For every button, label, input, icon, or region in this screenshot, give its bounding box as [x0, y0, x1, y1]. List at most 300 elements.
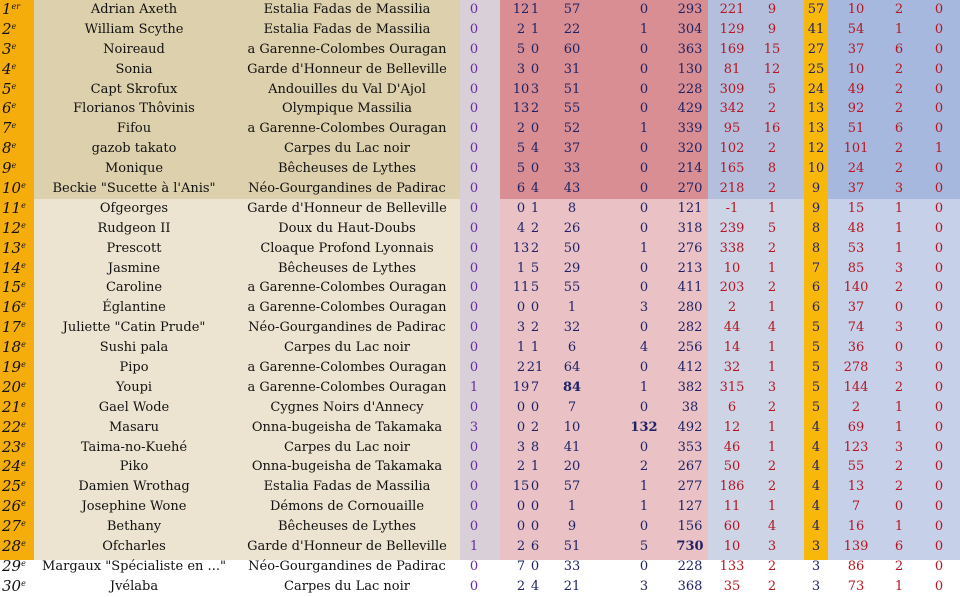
stat-cell: 0 [516, 519, 526, 535]
stat-cell: 0 [469, 81, 479, 97]
stat-cell: 0 [894, 340, 904, 356]
stat-cell: 14 [723, 340, 741, 356]
stat-cell: 1 [530, 340, 540, 356]
stat-cell: 411 [677, 280, 703, 296]
stat-cell: 0 [639, 399, 649, 415]
stat-cell: 41 [807, 21, 825, 37]
stat-cell: 0 [469, 360, 479, 376]
stat-cell: 37 [847, 41, 865, 57]
rank-number: 18 [2, 338, 22, 357]
player-name: Bethany [106, 519, 162, 535]
stat-cell: 0 [469, 499, 479, 515]
stat-cell: 1 [767, 360, 777, 376]
stat-cell: 19 [512, 379, 530, 395]
stat-cell: 7 [811, 260, 821, 276]
stat-cell: 315 [719, 379, 745, 395]
stat-cell: 0 [934, 161, 944, 177]
rank-suffix: e [11, 81, 17, 91]
rank-suffix: e [21, 399, 26, 409]
table-row [0, 278, 960, 298]
stat-cell: 33 [563, 558, 581, 574]
stat-cell: 3 [894, 439, 904, 455]
stat-cell: 44 [723, 320, 741, 336]
table-row [0, 99, 960, 119]
stat-cell: 2 [767, 399, 777, 415]
rank-number: 26 [2, 497, 22, 516]
stat-cell: 9 [767, 21, 777, 37]
stat-cell: 0 [894, 499, 904, 515]
stat-cell: 3 [767, 539, 777, 555]
rank-cell [2, 278, 32, 298]
stat-cell: 6 [811, 300, 821, 316]
stat-cell: 0 [934, 61, 944, 77]
stat-cell: 2 [894, 558, 904, 574]
stat-cell: 304 [677, 21, 703, 37]
stat-cell: 13 [807, 121, 825, 137]
stat-cell: 2 [894, 101, 904, 117]
stat-cell: 33 [563, 161, 581, 177]
rank-suffix: e [21, 181, 26, 191]
stat-cell: 4 [639, 340, 649, 356]
rank-cell [2, 358, 32, 378]
stat-cell: 129 [719, 21, 745, 37]
stat-cell: 3 [811, 558, 821, 574]
stat-cell: 277 [677, 479, 703, 495]
player-name: Ofcharles [102, 539, 166, 555]
stat-cell: 0 [934, 280, 944, 296]
stat-cell: 0 [530, 121, 540, 137]
stat-cell: 0 [639, 181, 649, 197]
rank-suffix: e [21, 240, 26, 250]
stat-cell: 57 [563, 479, 581, 495]
rank-number: 27 [2, 517, 22, 536]
stat-cell: 186 [719, 479, 745, 495]
stat-cell: 3 [639, 300, 649, 316]
rank-number: 22 [2, 417, 22, 436]
stat-cell: 0 [639, 101, 649, 117]
player-name: Adrian Axeth [90, 2, 178, 17]
rank-number: 13 [2, 238, 22, 257]
stat-cell: -1 [725, 200, 739, 216]
stat-cell: 0 [639, 41, 649, 57]
stat-cell: 1 [516, 340, 526, 356]
stat-cell: 2 [894, 459, 904, 475]
stat-cell: 0 [469, 181, 479, 197]
stat-cell: 0 [934, 360, 944, 376]
stat-cell: 0 [934, 578, 944, 594]
rank-cell [2, 99, 32, 119]
stat-cell: 0 [934, 479, 944, 495]
table-row [0, 179, 960, 199]
player-name: Ofgeorges [99, 200, 169, 216]
stat-cell: 4 [811, 519, 821, 535]
rank-suffix: e [21, 439, 26, 449]
stat-cell: 24 [807, 81, 825, 97]
table-row [0, 438, 960, 458]
stat-cell: 0 [934, 320, 944, 336]
table-row [0, 139, 960, 159]
stat-cell: 0 [469, 240, 479, 256]
stat-cell: 0 [469, 320, 479, 336]
team-name: Garde d'Honneur de Belleville [247, 61, 447, 77]
stat-cell: 3 [516, 439, 526, 455]
stat-cell: 6 [516, 181, 526, 197]
stat-cell: 5 [811, 360, 821, 376]
stat-cell: 4 [811, 479, 821, 495]
stat-cell: 5 [811, 399, 821, 415]
stat-cell: 0 [516, 419, 526, 435]
stat-cell: 270 [677, 181, 703, 197]
stat-cell: 1 [639, 121, 649, 137]
stat-cell: 0 [894, 300, 904, 316]
table-row [0, 40, 960, 60]
rank-number: 4 [2, 59, 12, 78]
stat-cell: 3 [516, 320, 526, 336]
table-row [0, 60, 960, 80]
stat-cell: 5 [516, 161, 526, 177]
stat-cell: 1 [894, 21, 904, 37]
stat-cell: 1 [639, 479, 649, 495]
team-name: Carpes du Lac noir [284, 340, 410, 356]
stat-cell: 69 [847, 419, 865, 435]
stat-cell: 12 [807, 141, 825, 157]
stat-cell: 1 [894, 519, 904, 535]
stat-cell: 13 [807, 101, 825, 117]
stat-cell: 139 [843, 539, 869, 555]
stat-cell: 203 [719, 280, 745, 296]
stat-cell: 2 [767, 558, 777, 574]
stat-cell: 368 [677, 578, 703, 594]
stat-cell: 4 [530, 578, 540, 594]
stat-cell: 8 [567, 200, 577, 216]
stat-cell: 0 [469, 439, 479, 455]
rank-suffix: e [21, 200, 26, 210]
rank-cell [2, 418, 32, 438]
table-row [0, 378, 960, 398]
table-row [0, 80, 960, 100]
rank-number: 8 [2, 139, 12, 158]
stat-cell: 84 [562, 379, 582, 395]
player-name: Églantine [102, 300, 166, 316]
stat-cell: 0 [469, 141, 479, 157]
table-row [0, 159, 960, 179]
rank-suffix: e [21, 539, 26, 549]
stat-cell: 133 [719, 558, 745, 574]
stat-cell: 24 [847, 161, 865, 177]
player-name: Damien Wrothag [78, 479, 190, 495]
stat-cell: 60 [563, 41, 581, 57]
stat-cell: 2 [894, 141, 904, 157]
team-name: Onna-bugeisha de Takamaka [251, 419, 443, 435]
stat-cell: 309 [719, 81, 745, 97]
rank-number: 1 [2, 0, 12, 18]
stat-cell: 156 [677, 519, 703, 535]
stat-cell: 1 [639, 499, 649, 515]
stat-cell: 123 [843, 439, 869, 455]
stat-cell: 2 [530, 320, 540, 336]
stat-cell: 1 [767, 340, 777, 356]
stat-cell: 1 [894, 419, 904, 435]
table-row [0, 477, 960, 497]
stat-cell: 85 [847, 260, 865, 276]
rank-cell [2, 159, 32, 179]
stat-cell: 0 [530, 399, 540, 415]
rank-cell [2, 60, 32, 80]
player-name: Prescott [106, 240, 162, 256]
table-row [0, 199, 960, 219]
stat-cell: 4 [516, 220, 526, 236]
stat-cell: 0 [516, 300, 526, 316]
stat-cell: 51 [563, 539, 581, 555]
stat-cell: 11 [723, 499, 741, 515]
player-name: Taima-no-Kuehé [80, 439, 188, 455]
rank-suffix: e [11, 141, 17, 151]
stat-cell: 0 [469, 280, 479, 296]
stat-cell: 2 [767, 141, 777, 157]
stat-cell: 2 [894, 161, 904, 177]
stat-cell: 1 [934, 141, 944, 157]
stat-cell: 144 [843, 379, 869, 395]
stat-cell: 55 [563, 280, 581, 296]
stat-cell: 31 [563, 61, 581, 77]
team-name: a Garenne-Colombes Ouragan [247, 41, 447, 57]
rank-suffix: e [21, 459, 26, 469]
stat-cell: 1 [767, 439, 777, 455]
team-name: Carpes du Lac noir [284, 439, 410, 455]
stat-cell: 276 [677, 240, 703, 256]
stat-cell: 0 [934, 220, 944, 236]
stat-cell: 4 [767, 320, 777, 336]
stat-cell: 9 [811, 181, 821, 197]
stat-cell: 6 [894, 539, 904, 555]
rank-suffix: e [21, 499, 26, 509]
stat-cell: 140 [843, 280, 869, 296]
team-name: Andouilles du Val D'Ajol [268, 81, 426, 97]
stat-cell: 5 [767, 220, 777, 236]
rank-cell [2, 318, 32, 338]
stat-cell: 20 [563, 459, 581, 475]
rank-number: 30 [2, 576, 22, 595]
stat-cell: 5 [530, 260, 540, 276]
stat-cell: 74 [847, 320, 865, 336]
stat-cell: 8 [530, 439, 540, 455]
team-name: a Garenne-Colombes Ouragan [247, 360, 447, 376]
stat-cell: 0 [934, 399, 944, 415]
stat-cell: 0 [934, 240, 944, 256]
rank-cell [2, 497, 32, 517]
player-name: Masaru [108, 419, 160, 435]
stat-cell: 60 [723, 519, 741, 535]
rank-number: 12 [2, 218, 22, 237]
stat-cell: 0 [516, 200, 526, 216]
rank-suffix: er [11, 2, 21, 11]
stat-cell: 2 [851, 399, 861, 415]
stat-cell: 2 [894, 2, 904, 17]
table-row [0, 517, 960, 537]
rank-number: 21 [2, 397, 22, 416]
table-row [0, 119, 960, 139]
stat-cell: 0 [934, 2, 944, 17]
stat-cell: 0 [934, 499, 944, 515]
stat-cell: 55 [847, 459, 865, 475]
table-row [0, 219, 960, 239]
stat-cell: 0 [469, 260, 479, 276]
rank-suffix: e [11, 121, 17, 131]
stat-cell: 0 [934, 558, 944, 574]
stat-cell: 9 [567, 519, 577, 535]
stat-cell: 21 [526, 360, 544, 376]
rank-number: 15 [2, 278, 22, 297]
stat-cell: 282 [677, 320, 703, 336]
stat-cell: 10 [723, 260, 741, 276]
stat-cell: 16 [763, 121, 781, 137]
stat-cell: 2 [767, 240, 777, 256]
stat-cell: 5 [811, 320, 821, 336]
rank-number: 2 [2, 19, 12, 38]
player-name: Gael Wode [98, 399, 170, 415]
stat-cell: 3 [811, 578, 821, 594]
stat-cell: 2 [894, 479, 904, 495]
stat-cell: 0 [639, 220, 649, 236]
stat-cell: 86 [847, 558, 865, 574]
stat-cell: 5 [516, 41, 526, 57]
stat-cell: 1 [639, 379, 649, 395]
table-row [0, 577, 960, 597]
rank-suffix: e [11, 41, 17, 51]
stat-cell: 10 [807, 161, 825, 177]
table-row [0, 418, 960, 438]
stat-cell: 2 [767, 578, 777, 594]
stat-cell: 37 [847, 181, 865, 197]
stat-cell: 221 [719, 2, 745, 17]
stat-cell: 57 [807, 2, 825, 17]
stat-cell: 2 [516, 459, 526, 475]
stat-cell: 11 [512, 280, 530, 296]
stat-cell: 0 [469, 479, 479, 495]
stat-cell: 15 [763, 41, 781, 57]
rank-suffix: e [21, 479, 26, 489]
rank-number: 11 [2, 198, 22, 217]
stat-cell: 95 [723, 121, 741, 137]
stat-cell: 342 [719, 101, 745, 117]
rank-cell [2, 457, 32, 477]
stat-cell: 228 [677, 81, 703, 97]
player-name: Josephine Wone [81, 499, 187, 515]
stat-cell: 10 [563, 419, 581, 435]
stat-cell: 0 [469, 578, 479, 594]
stat-cell: 1 [894, 240, 904, 256]
stat-cell: 412 [677, 360, 703, 376]
player-name: Pipo [119, 360, 149, 376]
stat-cell: 29 [563, 260, 581, 276]
stat-cell: 130 [677, 61, 703, 77]
stat-cell: 4 [530, 141, 540, 157]
stat-cell: 1 [894, 578, 904, 594]
team-name: a Garenne-Colombes Ouragan [247, 379, 447, 395]
stat-cell: 0 [639, 141, 649, 157]
stat-cell: 0 [639, 320, 649, 336]
player-name: Fifou [116, 121, 152, 137]
stat-cell: 8 [811, 240, 821, 256]
stat-cell: 0 [530, 41, 540, 57]
rank-cell [2, 239, 32, 259]
stat-cell: 339 [677, 121, 703, 137]
rank-suffix: e [21, 419, 26, 429]
stat-cell: 5 [811, 379, 821, 395]
stat-cell: 22 [563, 21, 581, 37]
table-row [0, 338, 960, 358]
table-row [0, 537, 960, 557]
stat-cell: 102 [719, 141, 745, 157]
stat-cell: 37 [563, 141, 581, 157]
stat-cell: 256 [677, 340, 703, 356]
table-row [0, 239, 960, 259]
stat-cell: 0 [516, 399, 526, 415]
stat-cell: 0 [469, 459, 479, 475]
stat-cell: 7 [851, 499, 861, 515]
team-name: Estalia Fadas de Massilia [263, 479, 431, 495]
stat-cell: 1 [639, 21, 649, 37]
stat-cell: 2 [516, 21, 526, 37]
stat-cell: 382 [677, 379, 703, 395]
stat-cell: 0 [934, 181, 944, 197]
stat-cell: 0 [469, 61, 479, 77]
stat-cell: 46 [723, 439, 741, 455]
player-name: Rudgeon II [97, 220, 171, 236]
stat-cell: 36 [847, 340, 865, 356]
stat-cell: 1 [530, 21, 540, 37]
stat-cell: 7 [530, 379, 540, 395]
stat-cell: 1 [530, 459, 540, 475]
team-name: a Garenne-Colombes Ouragan [247, 300, 447, 316]
stat-cell: 12 [512, 2, 530, 17]
stat-cell: 1 [469, 379, 479, 395]
table-row [0, 457, 960, 477]
rank-number: 25 [2, 477, 22, 496]
rank-number: 10 [2, 179, 22, 198]
table-row [0, 318, 960, 338]
stat-cell: 8 [811, 220, 821, 236]
rank-number: 16 [2, 298, 22, 317]
rank-suffix: e [21, 558, 26, 568]
stat-cell: 3 [516, 61, 526, 77]
stat-cell: 2 [767, 101, 777, 117]
stat-cell: 214 [677, 161, 703, 177]
stat-cell: 0 [934, 101, 944, 117]
rank-number: 17 [2, 318, 22, 337]
table-row [0, 298, 960, 318]
stat-cell: 1 [894, 200, 904, 216]
rank-suffix: e [21, 578, 26, 588]
stat-cell: 3 [894, 320, 904, 336]
stat-cell: 0 [639, 81, 649, 97]
player-name: Capt Skrofux [90, 81, 178, 97]
team-name: Carpes du Lac noir [284, 578, 410, 594]
stat-cell: 2 [894, 280, 904, 296]
rank-cell [2, 199, 32, 219]
stat-cell: 53 [847, 240, 865, 256]
stat-cell: 0 [934, 260, 944, 276]
stat-cell: 1 [767, 419, 777, 435]
stat-cell: 1 [567, 499, 577, 515]
stat-cell: 0 [639, 519, 649, 535]
stat-cell: 0 [469, 340, 479, 356]
stat-cell: 3 [639, 578, 649, 594]
stat-cell: 239 [719, 220, 745, 236]
rank-cell [2, 477, 32, 497]
stat-cell: 2 [767, 181, 777, 197]
player-name: Piko [119, 459, 149, 475]
